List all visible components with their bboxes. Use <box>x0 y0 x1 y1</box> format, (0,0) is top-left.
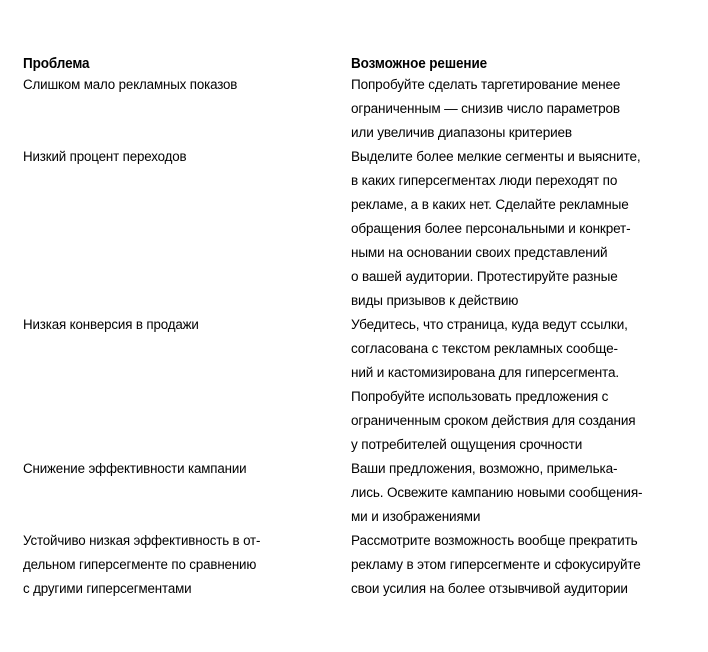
text-line: свои усилия на более отзывчивой аудитории <box>351 581 628 597</box>
cell-solution <box>337 145 701 313</box>
text-line: рекламе, а в каких нет. Сделайте рекламные <box>351 197 629 213</box>
text-line: Слишком мало рекламных показов <box>23 77 238 93</box>
text-line: Выделите более мелкие сегменты и выясните, <box>351 149 641 165</box>
cell-solution <box>337 73 701 145</box>
cell-problem <box>23 73 337 145</box>
column-header-problem-label: Проблема <box>23 56 90 72</box>
column-header-solution-label: Возможное решение <box>351 56 488 72</box>
table-row <box>23 313 701 457</box>
cell-solution <box>337 529 701 601</box>
text-line: Устойчиво низкая эффективность в от- <box>23 533 261 549</box>
text-line: ний и кастомизирована для гиперсегмента. <box>351 365 619 381</box>
cell-problem <box>23 313 337 457</box>
text-line: Ваши предложения, возможно, примелька- <box>351 461 618 477</box>
text-line: обращения более персональными и конкрет- <box>351 221 631 237</box>
text-line: или увеличив диапазоны критериев <box>351 125 572 141</box>
cell-solution <box>337 313 701 457</box>
text-line: у потребителей ощущения срочности <box>351 437 583 453</box>
table-row <box>23 73 701 145</box>
text-line: Попробуйте использовать предложения с <box>351 389 609 405</box>
text-line: ограниченным — снизив число параметров <box>351 101 620 117</box>
cell-problem <box>23 457 337 529</box>
problem-solution-table <box>23 55 701 601</box>
text-line: Низкий процент переходов <box>23 149 187 165</box>
column-header-solution <box>337 55 701 73</box>
column-header-problem <box>23 55 337 73</box>
table-header-row <box>23 55 701 73</box>
text-line: с другими гиперсегментами <box>23 581 192 597</box>
text-line: Рассмотрите возможность вообще прекратить <box>351 533 638 549</box>
text-line: в каких гиперсегментах люди переходят по <box>351 173 618 189</box>
table-row <box>23 457 701 529</box>
text-line: Низкая конверсия в продажи <box>23 317 199 333</box>
text-line: виды призывов к действию <box>351 293 519 309</box>
table-row <box>23 529 701 601</box>
text-line: Снижение эффективности кампании <box>23 461 247 477</box>
text-line: ми и изображениями <box>351 509 481 525</box>
table-row <box>23 145 701 313</box>
text-line: Убедитесь, что страница, куда ведут ссылки, <box>351 317 628 333</box>
text-line: лись. Освежите кампанию новыми сообщения- <box>351 485 643 501</box>
text-line: о вашей аудитории. Протестируйте разные <box>351 269 618 285</box>
cell-problem <box>23 529 337 601</box>
cell-solution <box>337 457 701 529</box>
table-body <box>23 73 701 601</box>
text-line: согласована с текстом рекламных сообще- <box>351 341 618 357</box>
text-line: Попробуйте сделать таргетирование менее <box>351 77 621 93</box>
text-line: дельном гиперсегменте по сравнению <box>23 557 257 573</box>
table-header <box>23 55 701 73</box>
text-line: ограниченным сроком действия для создания <box>351 413 636 429</box>
text-line: рекламу в этом гиперсегменте и сфокусируйте <box>351 557 641 573</box>
text-line: ными на основании своих представлений <box>351 245 608 261</box>
cell-problem <box>23 145 337 313</box>
